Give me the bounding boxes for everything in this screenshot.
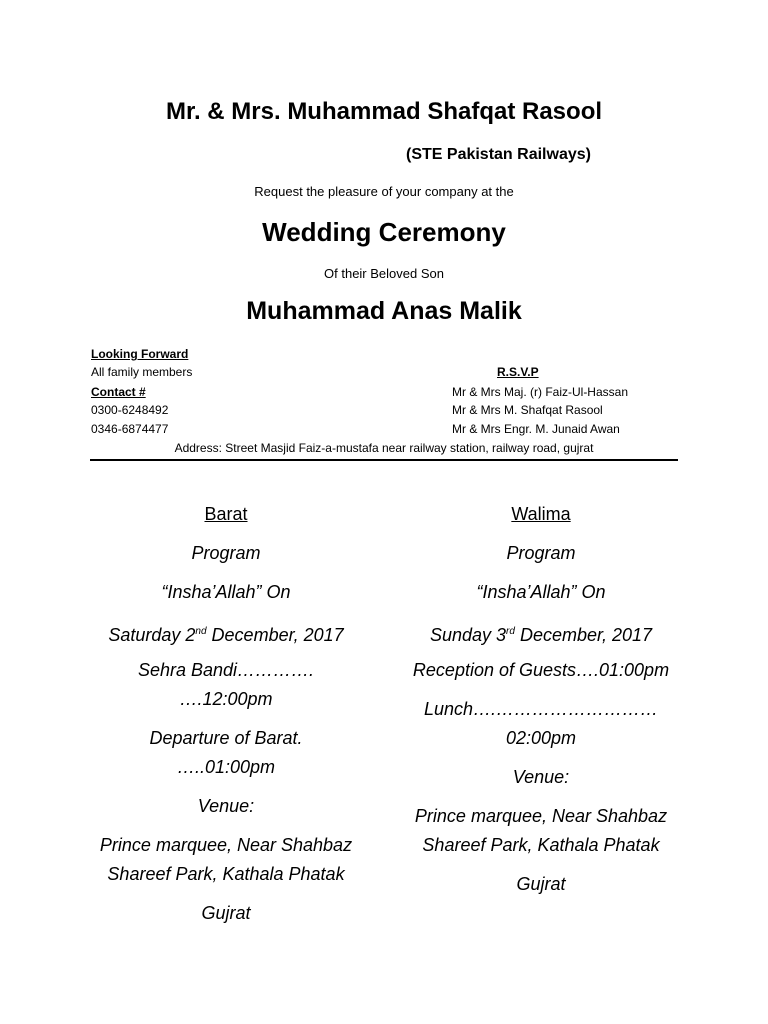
barat-departure: Departure of Barat. — [149, 728, 303, 748]
contact-phone: 0300-6248492 — [91, 403, 169, 417]
barat-date-day: Saturday 2 — [108, 625, 196, 645]
barat-venue-line: Shareef Park, Kathala Phatak — [107, 864, 345, 884]
walima-insha-text: “Insha’Allah” On — [476, 582, 606, 602]
walima-venue-line: Shareef Park, Kathala Phatak — [422, 835, 660, 855]
walima-date-suffix: rd — [506, 626, 515, 637]
barat-venue-label: Venue: — [197, 796, 255, 816]
looking-forward-value: All family members — [91, 365, 193, 379]
barat-sehra-bandi: Sehra Bandi…………. — [137, 660, 315, 680]
walima-title: Walima — [511, 504, 571, 524]
barat-departure-time: …..01:00pm — [176, 757, 276, 777]
groom-name: Muhammad Anas Malik — [246, 297, 522, 325]
address-line: Address: Street Masjid Faiz-a-mustafa near railway station, railway road, gujrat — [174, 441, 594, 455]
walima-program-column — [391, 500, 691, 909]
barat-date-rest: December, 2017 — [206, 625, 344, 645]
barat-insha-text: “Insha’Allah” On — [161, 582, 291, 602]
barat-sehra-time: ….12:00pm — [179, 689, 273, 709]
barat-venue-line: Prince marquee, Near Shahbaz — [99, 835, 353, 855]
walima-city: Gujrat — [516, 874, 566, 894]
barat-title: Barat — [204, 504, 248, 524]
barat-date-suffix: nd — [195, 626, 207, 637]
barat-program-label: Program — [191, 543, 261, 563]
walima-program-label: Program — [506, 543, 576, 563]
walima-date-rest: December, 2017 — [514, 625, 653, 645]
walima-venue-line: Prince marquee, Near Shahbaz — [414, 806, 668, 826]
request-text: Request the pleasure of your company at the — [254, 184, 514, 199]
rsvp-name: Mr & Mrs M. Shafqat Rasool — [452, 403, 603, 417]
barat-date — [76, 617, 376, 656]
walima-lunch: Lunch….……………………… — [423, 699, 659, 719]
rsvp-label: R.S.V.P — [497, 365, 539, 379]
walima-lunch-time: 02:00pm — [505, 728, 577, 748]
looking-forward-label: Looking Forward — [91, 347, 189, 361]
rsvp-name: Mr & Mrs Maj. (r) Faiz-Ul-Hassan — [452, 385, 628, 399]
walima-date-day: Sunday 3 — [429, 625, 507, 645]
event-title: Wedding Ceremony — [262, 217, 506, 247]
relation-text: Of their Beloved Son — [324, 266, 444, 281]
contact-phone: 0346-6874477 — [91, 422, 169, 436]
barat-city: Gujrat — [201, 903, 251, 923]
rsvp-name: Mr & Mrs Engr. M. Junaid Awan — [452, 422, 620, 436]
walima-date — [391, 617, 691, 656]
hosts-heading: Mr. & Mrs. Muhammad Shafqat Rasool — [165, 98, 603, 125]
organization-label: (STE Pakistan Railways) — [406, 146, 591, 163]
barat-program-column — [76, 500, 376, 938]
walima-venue-label: Venue: — [512, 767, 570, 787]
divider-line — [90, 459, 678, 461]
walima-reception: Reception of Guests….01:00pm — [412, 660, 670, 680]
contact-label: Contact # — [91, 385, 146, 399]
